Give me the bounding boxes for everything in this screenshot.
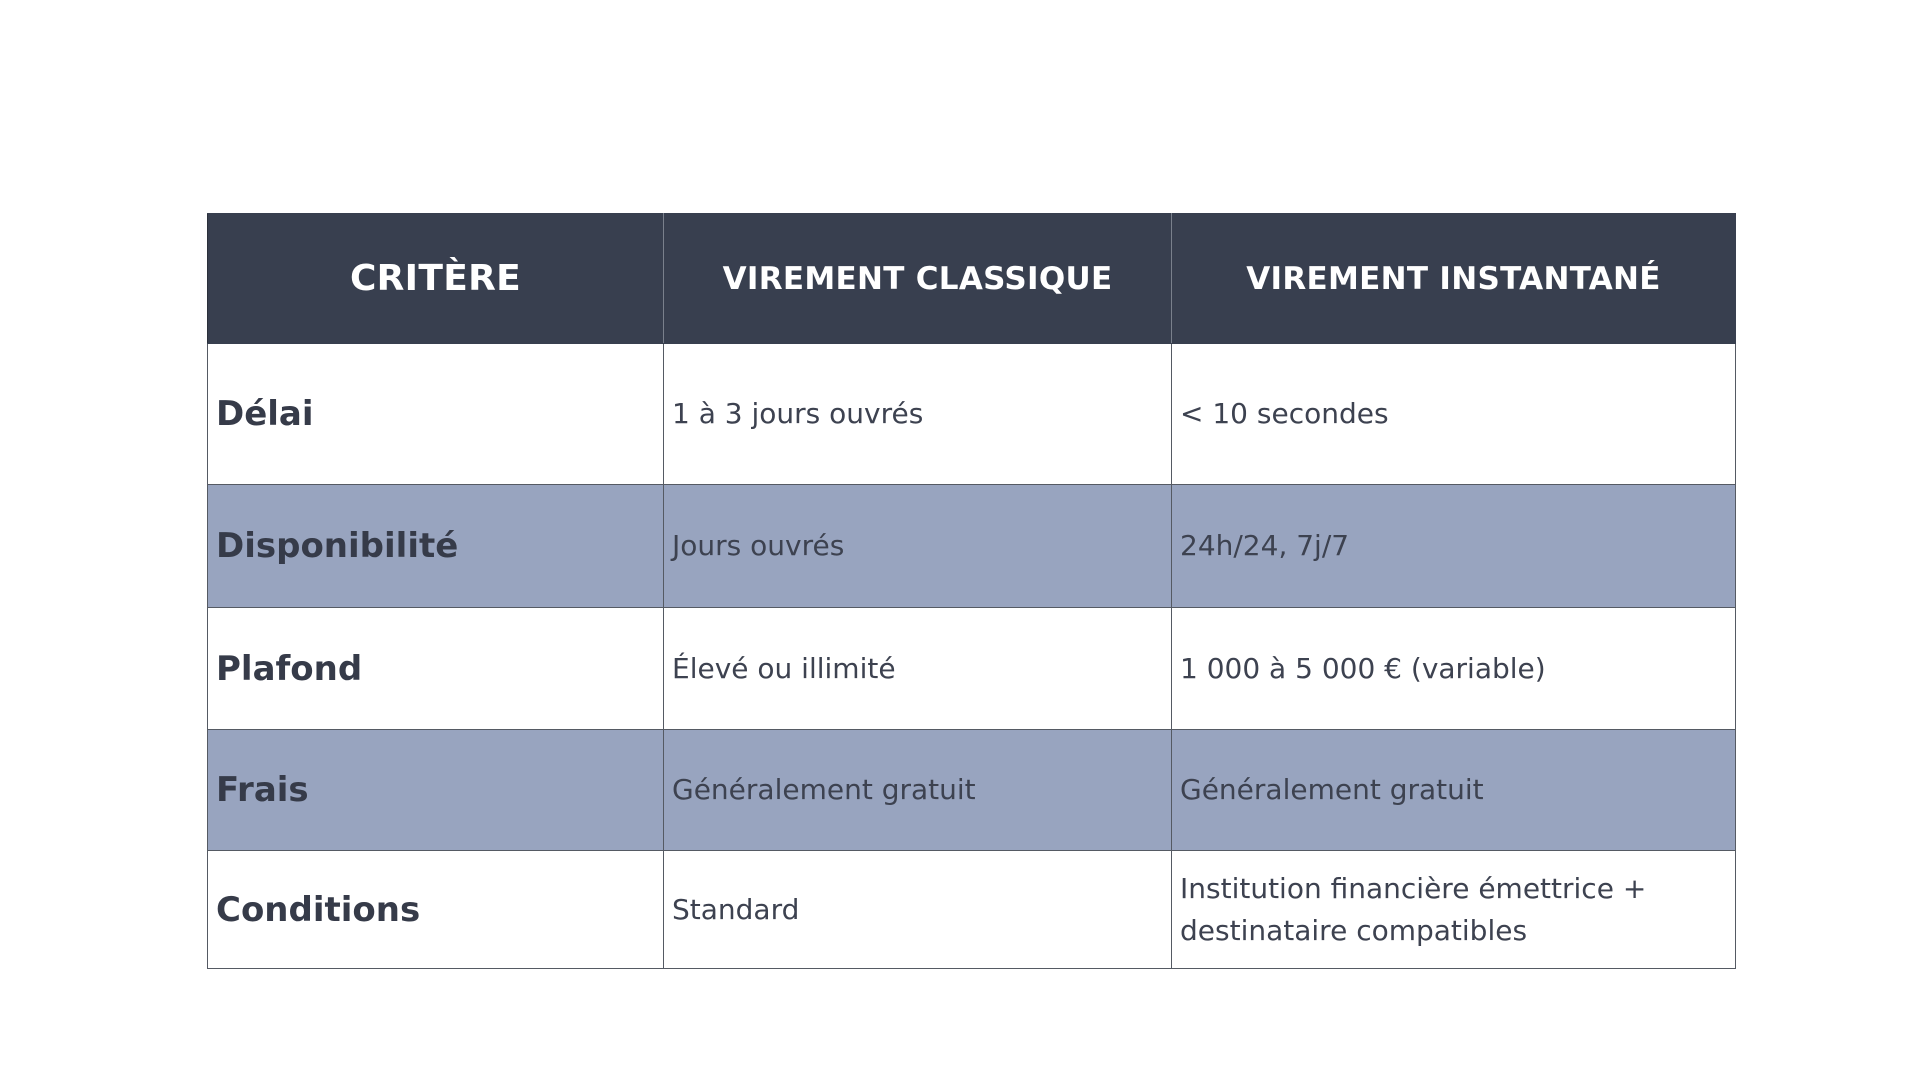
classique-cell: Standard — [664, 851, 1172, 969]
header-virement-classique: VIREMENT CLASSIQUE — [664, 214, 1172, 344]
classique-cell: Élevé ou illimité — [664, 608, 1172, 730]
classique-cell: Généralement gratuit — [664, 730, 1172, 851]
criterion-cell: Délai — [208, 344, 664, 485]
comparison-table — [207, 213, 1736, 969]
criterion-cell: Plafond — [208, 608, 664, 730]
table-row — [208, 344, 1736, 485]
instantane-cell: Généralement gratuit — [1172, 730, 1736, 851]
table-row — [208, 730, 1736, 851]
instantane-cell: 1 000 à 5 000 € (variable) — [1172, 608, 1736, 730]
instantane-cell: < 10 secondes — [1172, 344, 1736, 485]
instantane-cell: Institution financière émettrice + destinataire compatibles — [1172, 851, 1736, 969]
header-critere: CRITÈRE — [208, 214, 664, 344]
criterion-cell: Frais — [208, 730, 664, 851]
classique-cell: 1 à 3 jours ouvrés — [664, 344, 1172, 485]
table-row — [208, 485, 1736, 608]
table-header-row — [208, 214, 1736, 344]
classique-cell: Jours ouvrés — [664, 485, 1172, 608]
criterion-cell: Conditions — [208, 851, 664, 969]
instantane-cell: 24h/24, 7j/7 — [1172, 485, 1736, 608]
table-row — [208, 851, 1736, 969]
criterion-cell: Disponibilité — [208, 485, 664, 608]
table-row — [208, 608, 1736, 730]
header-virement-instantane: VIREMENT INSTANTANÉ — [1172, 214, 1736, 344]
